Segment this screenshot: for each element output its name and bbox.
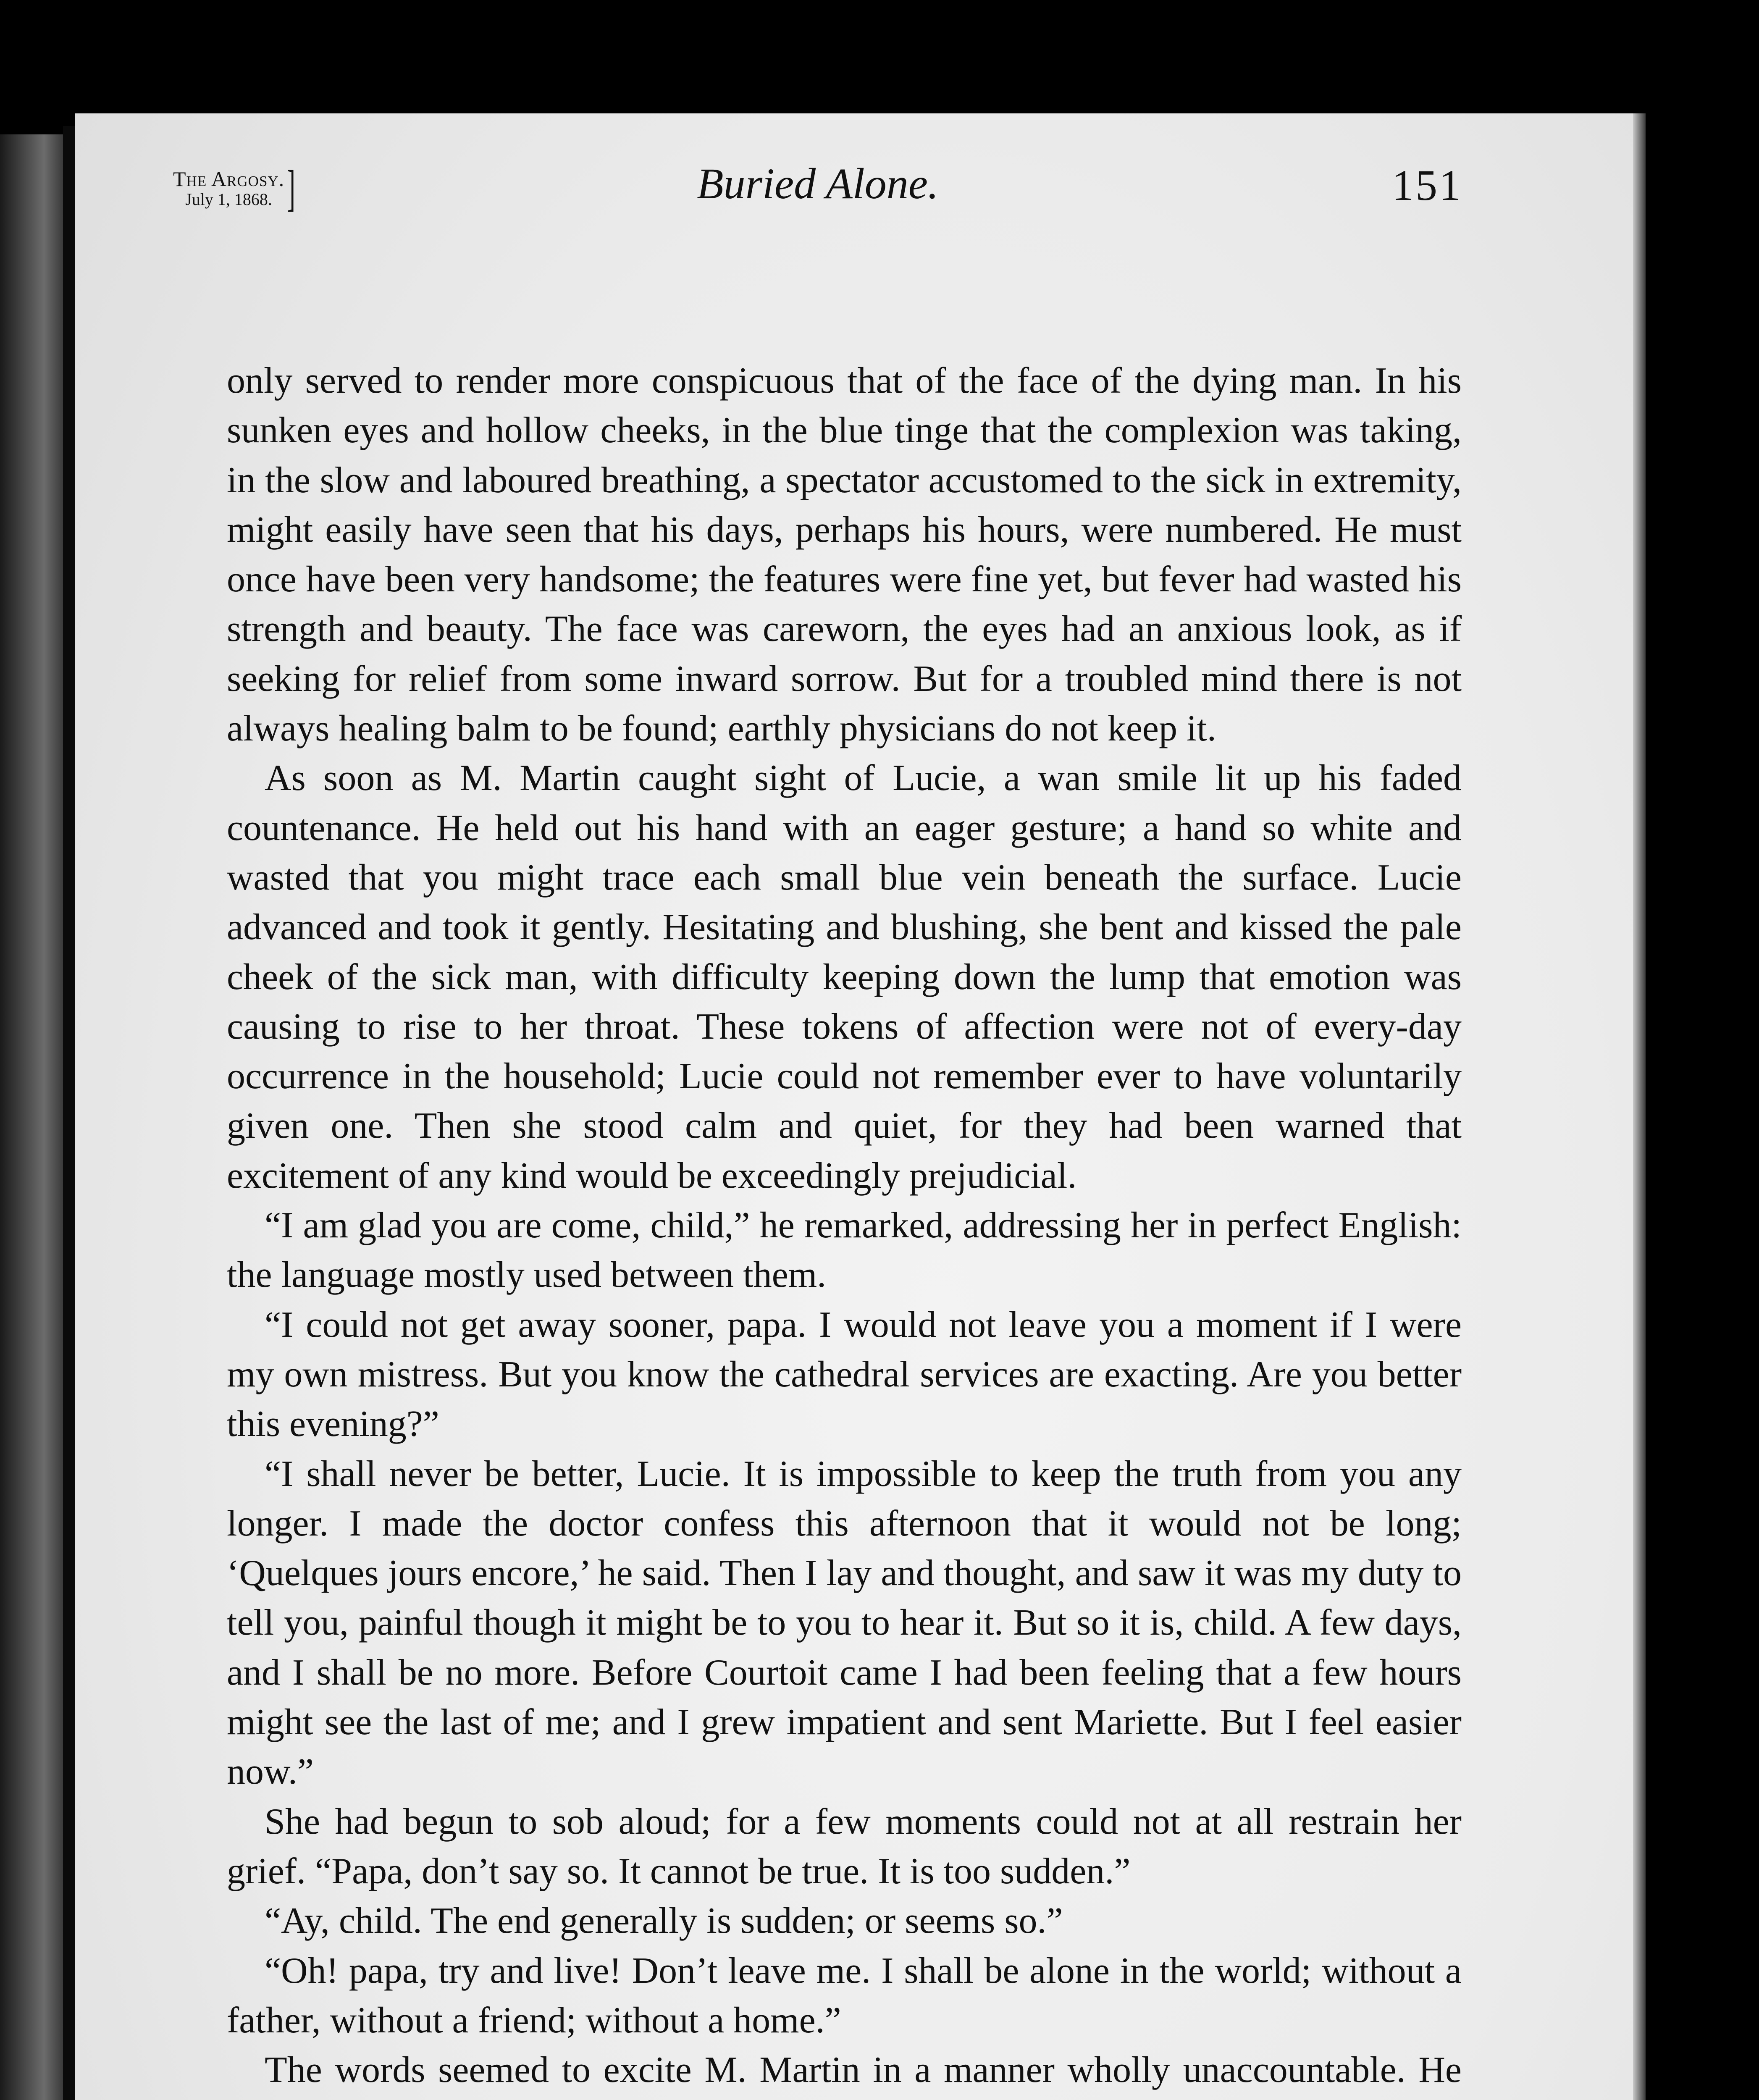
body-text [227,356,1462,2100]
masthead-name: The Argosy. [173,167,285,191]
facing-page-edge [0,134,63,2100]
page-header [173,159,1462,230]
paragraph: “Oh! papa, try and live! Don’t leave me. I shall be alone in the world; without a father, without a friend; without a home.” [227,1950,1462,2041]
paragraph: “I shall never be better, Lucie. It is impossible to keep the truth from you any longer. I made the doctor confess this afternoon that it would not be long; ‘Quelques jours encore,’ he said. Then I lay and thought, and saw it was my duty to tell you, painful though it might be to you to hear it. But so it is, child. A few days, and I shall be no more. Before Courtoit came I had been feeling that a few hours might see the last of me; and I grew impatient and sent Mariette. But I feel easier now.” [227,1453,1462,1793]
paragraph: “Ay, child. The end generally is sudden; or seems so.” [265,1900,1063,1942]
page-number: 151 [1392,161,1462,210]
running-title: Buried Alone. [697,160,939,208]
book-gutter [63,126,75,2100]
paragraph: “I could not get away sooner, papa. I would not leave you a moment if I were my own mistress. But you know the cathedral services are exacting. Are you better this evening?” [227,1304,1462,1445]
masthead-bracket: ] [287,160,296,216]
paragraph: only served to render more conspicuous that of the face of the dying man. In his sunken eyes and hollow cheeks, in the blue tinge that the complexion was taking, in the slow and laboured breathing, a spectator accustomed to the sick in extremity, might easily have seen that his days, perhaps his hours, were numbered. He must once have been very handsome; the features were fine yet, but fever had wasted his strength and beauty. The face was careworn, the eyes had an anxious look, as if seeking for relief from some inward sorrow. But for a troubled mind there is not always healing balm to be found; earthly physicians do not keep it. [227,360,1462,749]
paragraph: As soon as M. Martin caught sight of Lucie, a wan smile lit up his faded countenance. He held out his hand with an eager gesture; a hand so white and wasted that you might trace each small blue vein beneath the surface. Lucie advanced and took it gently. Hesitating and blushing, she bent and kissed the pale cheek of the sick man, with difficulty keeping down the lump that emotion was causing to rise to her throat. These tokens of affection were not of every-day occurrence in the household; Lucie could not remember ever to have voluntarily given one. Then she stood calm and quiet, for they had been warned that excitement of any kind would be exceedingly prejudicial. [227,758,1462,1196]
paragraph: She had begun to sob aloud; for a few moments could not at all restrain her grief. “Papa, don’t say so. It cannot be true. It is too sudden.” [227,1801,1462,1892]
paragraph: The words seemed to excite M. Martin in a manner wholly unaccountable. He [265,2050,1462,2091]
masthead-date: July 1, 1868. [185,190,272,209]
paragraph: “I am glad you are come, child,” he remarked, addressing her in perfect English: the language mostly used between them. [227,1205,1462,1296]
